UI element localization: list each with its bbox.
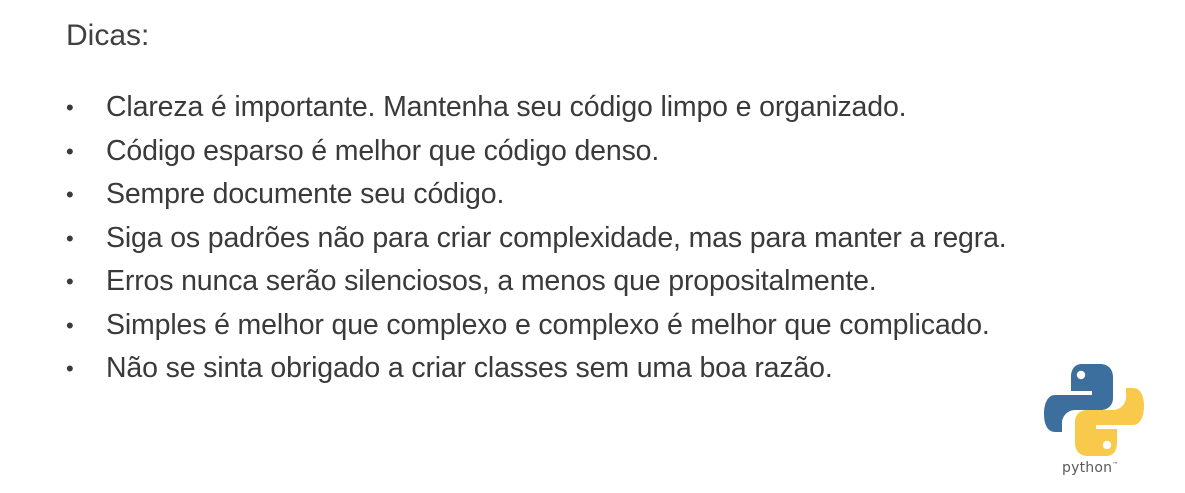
list-item [66, 86, 1007, 130]
tips-list [66, 86, 1007, 391]
tip-text: Código esparso é melhor que código denso. [106, 134, 660, 167]
bullet-icon: • [66, 95, 74, 120]
tip-text: Não se sinta obrigado a criar classes sem uma boa razão. [106, 352, 833, 384]
bullet-icon: • [66, 312, 74, 338]
list-item [66, 347, 1007, 391]
python-logo-eye-top [1077, 371, 1085, 379]
python-logo [1042, 362, 1146, 486]
tip-text: Siga os padrões não para criar complexidade, mas para manter a regra. [106, 221, 1007, 254]
tip-text: Clareza é importante. Mantenha seu código limpo e organizado. [106, 91, 907, 123]
page-title: Dicas: [66, 19, 150, 52]
tip-text: Sempre documente seu código. [106, 178, 505, 210]
tip-text: Simples é melhor que complexo e complexo é melhor que complicado. [106, 308, 990, 341]
bullet-icon: • [66, 138, 74, 164]
bullet-icon: • [66, 269, 74, 294]
list-item [66, 260, 1007, 304]
bullet-icon: • [66, 225, 74, 251]
python-logo-icon [1042, 362, 1146, 458]
bullet-icon: • [66, 182, 74, 207]
tip-text: Erros nunca serão silenciosos, a menos que propositalmente. [106, 265, 877, 297]
python-logo-eye-bottom [1103, 441, 1111, 449]
list-item [66, 304, 1007, 348]
bullet-icon: • [66, 356, 74, 381]
list-item [66, 217, 1007, 261]
python-wordmark: python™ [1062, 460, 1119, 476]
list-item [66, 130, 1007, 174]
list-item [66, 173, 1007, 217]
